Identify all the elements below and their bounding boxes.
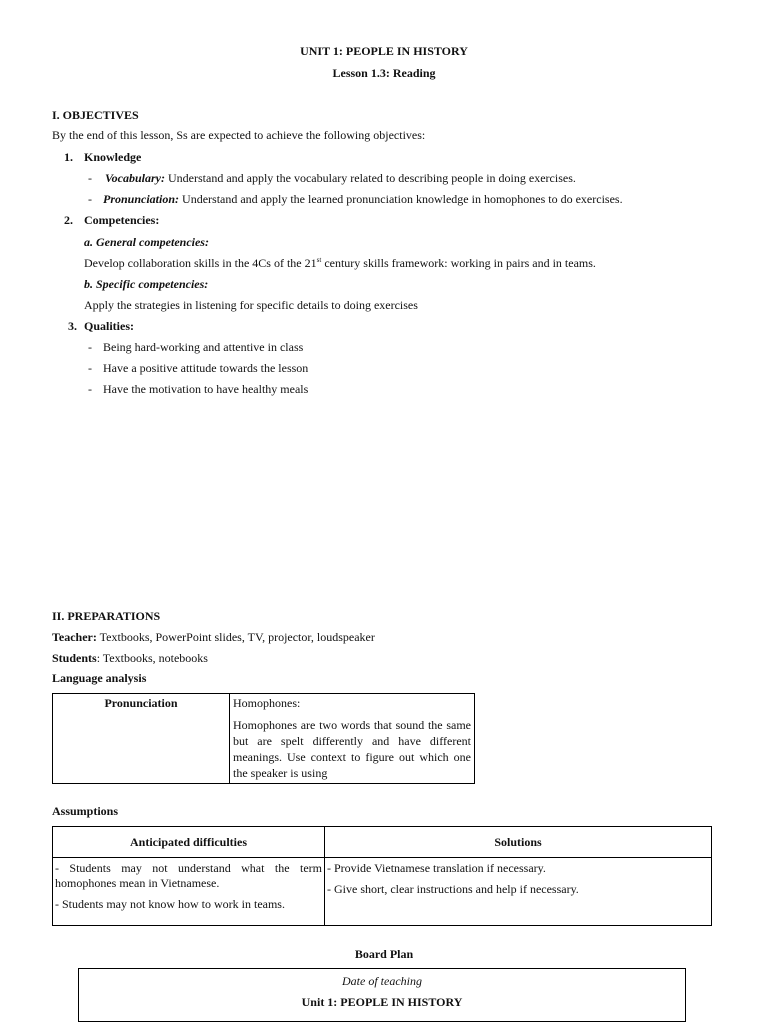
table-row <box>53 827 712 858</box>
specific-competencies-label: b. Specific competencies: <box>84 277 209 291</box>
competencies-label: Competencies: <box>84 213 160 227</box>
language-analysis-label: Language analysis <box>52 671 147 685</box>
quality-item: Have a positive attitude towards the lesson <box>103 361 309 375</box>
assumptions-label: Assumptions <box>52 804 119 818</box>
knowledge-label: Knowledge <box>84 150 142 164</box>
assumptions-table <box>52 826 712 926</box>
superscript-st: st <box>316 256 322 264</box>
students-line <box>52 651 208 666</box>
students-text: : Textbooks, notebooks <box>96 651 208 665</box>
list-dash: - <box>88 340 92 354</box>
solution-item: - Provide Vietnamese translation if necessary. <box>327 861 546 875</box>
difficulties-cell <box>53 858 325 926</box>
specific-competencies-text: Apply the strategies in listening for specific details to doing exercises <box>84 298 418 312</box>
solutions-cell <box>325 858 712 926</box>
pronunciation-term: Pronunciation: <box>103 192 180 206</box>
competencies-number: 2. <box>64 213 73 227</box>
list-dash: - <box>88 382 92 396</box>
pronunciation-text: Understand and apply the learned pronunciation knowledge in homophones to do exercises. <box>179 192 623 206</box>
solutions-header: Solutions <box>325 827 712 858</box>
board-plan-box <box>78 968 686 1022</box>
vocabulary-text: Understand and apply the vocabulary related to describing people in doing exercises. <box>165 171 576 185</box>
homophones-definition: Homophones are two words that sound the same but are spelt differently and have different meanings. Use context to figure out which one the speaker is using <box>233 718 471 780</box>
board-plan-unit: Unit 1: PEOPLE IN HISTORY <box>301 995 463 1009</box>
list-dash: - <box>88 361 92 375</box>
general-text-part: century skills framework: working in pairs and in teams. <box>321 256 596 270</box>
teacher-line <box>52 630 375 645</box>
vocabulary-term: Vocabulary: <box>105 171 165 185</box>
homophones-title: Homophones: <box>233 696 301 710</box>
difficulty-item: - Students may not understand what the term homophones mean in Vietnamese. <box>55 861 322 890</box>
vocabulary-item <box>105 171 576 186</box>
objectives-intro: By the end of this lesson, Ss are expected to achieve the following objectives: <box>52 128 426 142</box>
list-dash: - <box>88 192 92 206</box>
table-row <box>53 858 712 926</box>
quality-item: Have the motivation to have healthy meals <box>103 382 309 396</box>
pronunciation-cell: Pronunciation <box>53 694 230 784</box>
lesson-title: Lesson 1.3: Reading <box>332 66 436 80</box>
homophones-cell <box>230 694 475 784</box>
pronunciation-item <box>103 192 623 207</box>
teacher-text: Textbooks, PowerPoint slides, TV, projector, loudspeaker <box>96 630 375 644</box>
general-competencies-text <box>84 256 596 271</box>
qualities-label: Qualities: <box>84 319 134 333</box>
qualities-number: 3. <box>68 319 77 333</box>
quality-item: Being hard-working and attentive in class <box>103 340 304 354</box>
knowledge-number: 1. <box>64 150 73 164</box>
list-dash: - <box>88 171 92 185</box>
table-row <box>53 694 475 784</box>
teacher-label: Teacher: <box>52 630 97 644</box>
board-plan-label: Board Plan <box>354 947 414 961</box>
students-label: Students <box>52 651 97 665</box>
difficulty-item: - Students may not know how to work in teams. <box>55 897 285 911</box>
unit-title: UNIT 1: PEOPLE IN HISTORY <box>300 44 468 58</box>
language-analysis-table <box>52 693 475 784</box>
solution-item: - Give short, clear instructions and help if necessary. <box>327 882 579 896</box>
general-competencies-label: a. General competencies: <box>84 235 209 249</box>
preparations-heading: II. PREPARATIONS <box>52 609 161 623</box>
objectives-heading: I. OBJECTIVES <box>52 108 139 122</box>
general-text-part: Develop collaboration skills in the 4Cs of the 21 <box>84 256 317 270</box>
difficulties-header: Anticipated difficulties <box>53 827 325 858</box>
date-of-teaching: Date of teaching <box>342 974 422 988</box>
